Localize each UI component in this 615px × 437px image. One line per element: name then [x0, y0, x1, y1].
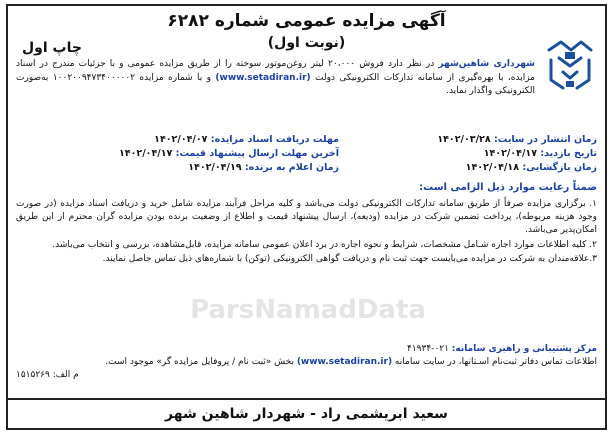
date-row-2: [16, 148, 597, 161]
svg-text:ParsNamadData: ParsNamadData: [190, 295, 426, 325]
rule-item-3: ۳.علاقه‌مندان به شرکت در مزایده می‌بایست جهت ثبت نام و دریافت گواهی الکترونیکی (توکن) با شماره‌های ذیل تماس حاصل نمایند.: [102, 253, 597, 264]
reference-code: م الف: ۱۵۱۵۲۶۹: [16, 370, 79, 381]
support-block: [16, 343, 597, 383]
notice-title: آگهی مزایده عمومی شماره ۶۲۸۲: [167, 11, 446, 31]
bid-deadline-value: ۱۴۰۲/۰۴/۱۷: [119, 148, 173, 159]
notice-sheet: [6, 4, 607, 430]
doc-deadline-label: مهلت دریافت اسناد مزایده:: [210, 134, 339, 145]
intro-text-1: در نظر دارد فروش ۲۰،۰۰۰ لیتر روغن‌موتور سوخته را از طریق مزایده عمومی و با جزئیات مندرج در اسناد مزایده، با بهره‌گیری از سامانه تدارکات الکترونیکی دولت: [16, 59, 535, 83]
rules-heading: ضمناً رعایت موارد ذیل الزامی است:: [419, 182, 597, 193]
signature-footer: سعید ابریشمی راد - شهردار شاهین شهر: [8, 398, 605, 428]
setadiran-link-2[interactable]: (www.setadiran.ir): [296, 357, 393, 368]
support-label: مرکز پشتیبانی و راهبری سامانه:: [451, 344, 597, 354]
contact-text-2: بخش «ثبت نام / پروفایل مزایده گر» موجود است.: [105, 357, 297, 368]
announce-date-label: زمان اعلام به برنده:: [244, 162, 339, 173]
publish-date-value: ۱۴۰۲/۰۳/۲۸: [437, 134, 491, 145]
shahinshahr-emblem-icon: [541, 36, 599, 96]
opening-date-label: زمان بازگشایی:: [522, 162, 597, 173]
support-phone: ۰۲۱-۴۱۹۳۴: [406, 344, 449, 354]
print-badge: چاپ اول: [22, 40, 82, 56]
watermark-logo: [98, 288, 518, 348]
visit-date-label: تاریخ بازدید:: [540, 148, 597, 159]
rule-item-2: ۲. کلیه اطلاعات موارد اجاره شـامل مشخصات، شرایط و نحوه اجاره در برد اعلان عمومی سامانه مزایده، قابل‌مشاهده، بررسی و انتخاب می‌باشد.: [52, 239, 597, 250]
rules-list: [16, 198, 597, 267]
organization-name: شهرداری شاهین‌شهر: [438, 59, 536, 69]
notice-subtitle: (نوبت اول): [267, 35, 346, 51]
setadiran-link[interactable]: (www.setadiran.ir): [215, 72, 311, 83]
date-row-1: [16, 134, 597, 147]
bid-deadline-label: آخرین مهلت ارسال پیشنهاد قیمت:: [175, 148, 339, 159]
contact-text-1: اطلاعات تماس دفاتر ثبت‌نام اسـتانها، در سایت سامانه: [392, 357, 597, 368]
intro-text-2: و با شماره مزایده ۱۰۰۲۰۰۹۴۷۳۴۰۰۰۰۰۲ به‌صورت الکترونیکی واگذار نماید.: [16, 72, 535, 96]
opening-date-value: ۱۴۰۲/۰۴/۱۸: [465, 162, 519, 173]
date-row-3: [16, 162, 597, 175]
visit-date-value: ۱۴۰۲/۰۴/۱۷: [483, 148, 538, 159]
announce-date-value: ۱۴۰۲/۰۴/۱۹: [188, 162, 242, 173]
intro-paragraph: [16, 58, 535, 99]
rule-item-1: ۱. برگزاری مزایده صرفاً از طریق سامانه تدارکات الکترونیکی دولت می‌باشد و کلیه مراحل فرآیند مزایده شامل خرید و دریافت اسناد مزایده (در صورت وجود هزینه مربوطه)، پرداخت تضمین شرکت در مزایده (ودیعه)، ارسال پیشنهاد قیمت و اطلاع از وضعیت برنده بودن مزایده گران محترم از این طریق امکان‌پذیر می‌باشد.: [16, 199, 597, 236]
publish-date-label: زمان انتشار در سایت:: [493, 134, 597, 145]
doc-deadline-value: ۱۴۰۲/۰۴/۰۷: [154, 134, 208, 145]
dates-block: [16, 134, 597, 184]
